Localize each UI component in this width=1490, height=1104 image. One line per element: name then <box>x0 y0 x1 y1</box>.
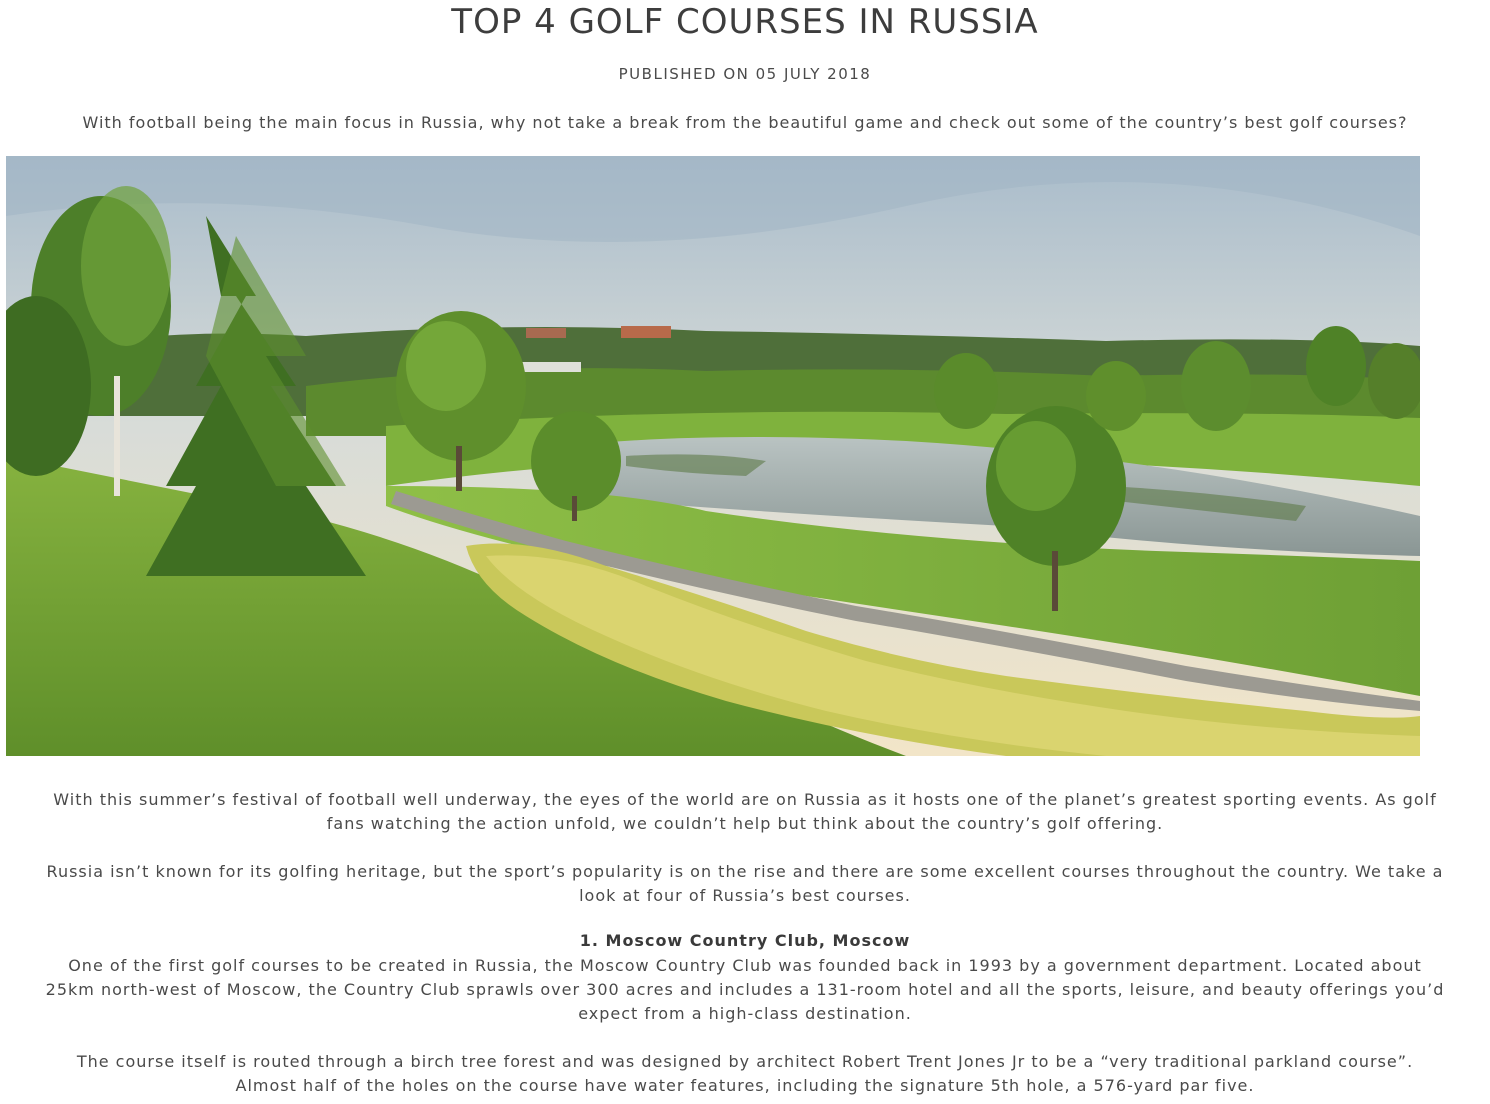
section-1-paragraph-1 <box>0 954 1490 1026</box>
paragraph-1 <box>0 788 1490 836</box>
section-1-paragraph-2-line-2: Almost half of the holes on the course have water features, including the signature 5th hole, a 576-yard par five. <box>235 1076 1255 1095</box>
section-1-paragraph-1-line-2: 25km north-west of Moscow, the Country Club sprawls over 300 acres and includes a 131-room hotel and all the sports, leisure, and beauty offerings you’d <box>45 980 1445 999</box>
section-1-paragraph-2 <box>0 1050 1490 1098</box>
hero-image-golf-course <box>6 156 1420 756</box>
section-heading-moscow-country-club: 1. Moscow Country Club, Moscow <box>579 931 911 950</box>
paragraph-2-line-2: look at four of Russia’s best courses. <box>579 886 911 905</box>
paragraph-1-line-2: fans watching the action unfold, we couldn’t help but think about the country’s golf offering. <box>326 814 1164 833</box>
paragraph-2-line-1: Russia isn’t known for its golfing heritage, but the sport’s popularity is on the rise and there are some excellent courses throughout the country. We take a <box>46 862 1444 881</box>
section-1-paragraph-2-line-1: The course itself is routed through a birch tree forest and was designed by architect Robert Trent Jones Jr to be a “very traditional parkland course”. <box>76 1052 1414 1071</box>
paragraph-2 <box>0 860 1490 908</box>
article-title: TOP 4 GOLF COURSES IN RUSSIA <box>451 2 1039 42</box>
section-1-paragraph-1-line-3: expect from a high-class destination. <box>578 1004 912 1023</box>
paragraph-1-line-1: With this summer’s festival of football well underway, the eyes of the world are on Russia as it hosts one of the planet’s greatest sporting events. As golf <box>53 790 1437 809</box>
section-1-paragraph-1-line-1: One of the first golf courses to be created in Russia, the Moscow Country Club was founded back in 1993 by a government department. Located about <box>68 956 1422 975</box>
published-date: PUBLISHED ON 05 JULY 2018 <box>618 65 872 83</box>
article-intro: With football being the main focus in Russia, why not take a break from the beautiful game and check out some of the country’s best golf courses? <box>82 113 1408 132</box>
